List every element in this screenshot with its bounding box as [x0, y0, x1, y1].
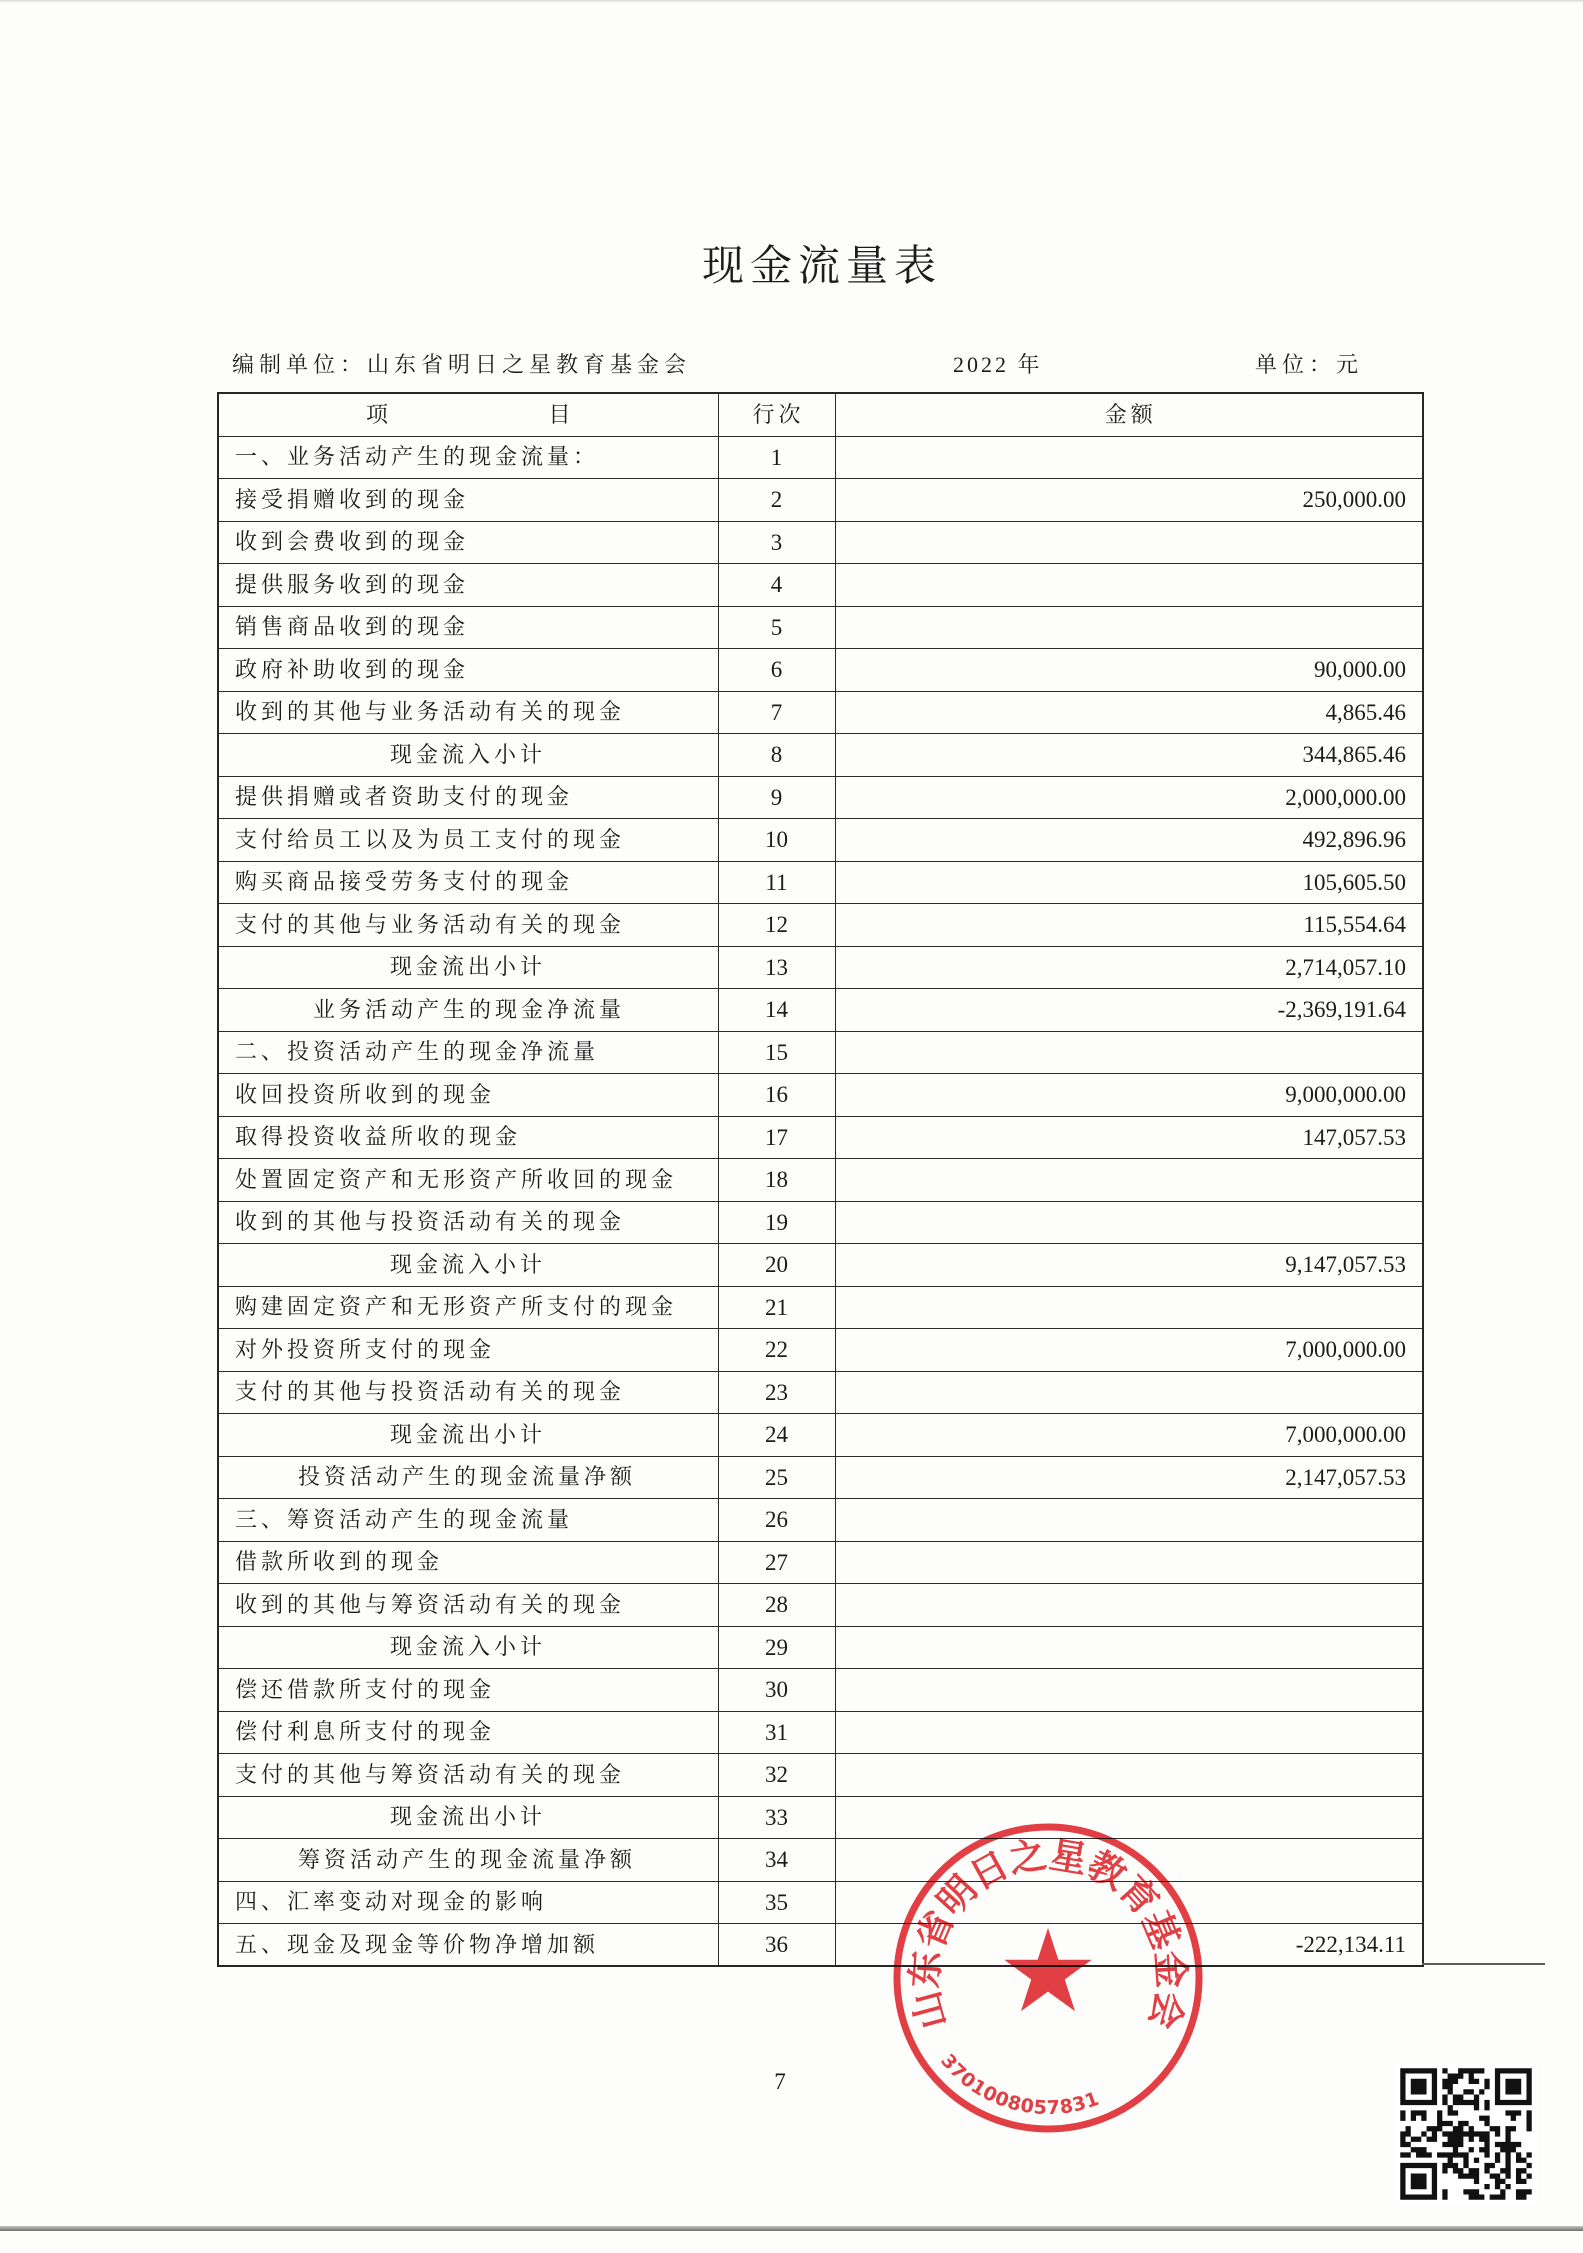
item-cell: 购建固定资产和无形资产所支付的现金: [218, 1286, 718, 1329]
line-number-cell: 5: [718, 606, 835, 649]
item-cell: 现金流入小计: [218, 1626, 718, 1669]
table-row: [218, 1286, 1423, 1329]
table-row: [218, 1924, 1423, 1967]
table-row: [218, 1371, 1423, 1414]
scan-line-artifact: [1422, 1963, 1545, 1965]
table-row: [218, 1584, 1423, 1627]
line-number-cell: 6: [718, 649, 835, 692]
item-cell: 取得投资收益所收的现金: [218, 1116, 718, 1159]
scan-edge-top: [0, 0, 1583, 3]
item-cell: 购买商品接受劳务支付的现金: [218, 861, 718, 904]
item-cell: 偿付利息所支付的现金: [218, 1711, 718, 1754]
line-number-cell: 20: [718, 1244, 835, 1287]
page-number: 7: [774, 2069, 786, 2094]
amount-cell: [835, 1201, 1423, 1244]
line-number-cell: 34: [718, 1839, 835, 1882]
item-cell: 销售商品收到的现金: [218, 606, 718, 649]
table-row: [218, 1711, 1423, 1754]
line-number-cell: 1: [718, 436, 835, 479]
item-cell: 支付的其他与投资活动有关的现金: [218, 1371, 718, 1414]
amount-cell: 492,896.96: [835, 819, 1423, 862]
line-number-cell: 18: [718, 1159, 835, 1202]
amount-cell: [835, 436, 1423, 479]
line-number-cell: 30: [718, 1669, 835, 1712]
item-cell: 提供服务收到的现金: [218, 564, 718, 607]
item-cell: 处置固定资产和无形资产所收回的现金: [218, 1159, 718, 1202]
line-number-cell: 13: [718, 946, 835, 989]
item-cell: 现金流入小计: [218, 734, 718, 777]
line-number-cell: 29: [718, 1626, 835, 1669]
item-cell: 收到的其他与筹资活动有关的现金: [218, 1584, 718, 1627]
amount-cell: 9,147,057.53: [835, 1244, 1423, 1287]
item-cell: 业务活动产生的现金净流量: [218, 989, 718, 1032]
item-cell: 提供捐赠或者资助支付的现金: [218, 776, 718, 819]
table-row: [218, 1414, 1423, 1457]
table-row: [218, 1796, 1423, 1839]
amount-cell: [835, 1584, 1423, 1627]
column-header-item: 项 目: [218, 393, 718, 436]
item-cell: 筹资活动产生的现金流量净额: [218, 1839, 718, 1882]
item-cell: 一、业务活动产生的现金流量：: [218, 436, 718, 479]
item-cell: 收到的其他与投资活动有关的现金: [218, 1201, 718, 1244]
line-number-cell: 21: [718, 1286, 835, 1329]
amount-cell: 344,865.46: [835, 734, 1423, 777]
line-number-cell: 4: [718, 564, 835, 607]
item-cell: 偿还借款所支付的现金: [218, 1669, 718, 1712]
amount-cell: 147,057.53: [835, 1116, 1423, 1159]
item-cell: 支付的其他与业务活动有关的现金: [218, 904, 718, 947]
line-number-cell: 35: [718, 1881, 835, 1924]
table-row: [218, 1244, 1423, 1287]
line-number-cell: 16: [718, 1074, 835, 1117]
seal-code-text: 3701008057831: [936, 2049, 1102, 2120]
amount-cell: [835, 1031, 1423, 1074]
line-number-cell: 28: [718, 1584, 835, 1627]
item-cell: 对外投资所支付的现金: [218, 1329, 718, 1372]
line-number-cell: 15: [718, 1031, 835, 1074]
amount-cell: 9,000,000.00: [835, 1074, 1423, 1117]
line-number-cell: 25: [718, 1456, 835, 1499]
table-row: [218, 436, 1423, 479]
line-number-cell: 36: [718, 1924, 835, 1967]
line-number-cell: 7: [718, 691, 835, 734]
table-row: [218, 1626, 1423, 1669]
table-row: [218, 904, 1423, 947]
line-number-cell: 2: [718, 479, 835, 522]
line-number-cell: 10: [718, 819, 835, 862]
amount-cell: 7,000,000.00: [835, 1414, 1423, 1457]
table-row: [218, 691, 1423, 734]
table-row: [218, 819, 1423, 862]
seal-name-text: 山东省明日之星教育基金会: [903, 1832, 1193, 2034]
amount-cell: [835, 1669, 1423, 1712]
amount-cell: [835, 1541, 1423, 1584]
table-row: [218, 1159, 1423, 1202]
table-row: [218, 1074, 1423, 1117]
item-cell: 现金流出小计: [218, 1414, 718, 1457]
item-cell: 四、汇率变动对现金的影响: [218, 1881, 718, 1924]
amount-cell: [835, 606, 1423, 649]
currency-unit: 单位：元: [1255, 352, 1364, 377]
item-cell: 二、投资活动产生的现金净流量: [218, 1031, 718, 1074]
item-cell: 收到的其他与业务活动有关的现金: [218, 691, 718, 734]
scan-edge-bottom: [0, 2226, 1583, 2231]
item-cell: 三、筹资活动产生的现金流量: [218, 1499, 718, 1542]
item-cell: 收到会费收到的现金: [218, 521, 718, 564]
line-number-cell: 11: [718, 861, 835, 904]
item-cell: 政府补助收到的现金: [218, 649, 718, 692]
verification-qr-code: [1395, 2063, 1537, 2205]
report-year: 2022 年: [953, 352, 1043, 377]
table-row: [218, 606, 1423, 649]
amount-cell: 250,000.00: [835, 479, 1423, 522]
table-row: [218, 1031, 1423, 1074]
table-row: [218, 734, 1423, 777]
line-number-cell: 9: [718, 776, 835, 819]
amount-cell: 90,000.00: [835, 649, 1423, 692]
table-row: [218, 1201, 1423, 1244]
table-row: [218, 1669, 1423, 1712]
table-body: [218, 436, 1423, 1966]
item-cell: 支付的其他与筹资活动有关的现金: [218, 1754, 718, 1797]
line-number-cell: 32: [718, 1754, 835, 1797]
table-row: [218, 1456, 1423, 1499]
table-row: [218, 1116, 1423, 1159]
amount-cell: [835, 1159, 1423, 1202]
amount-cell: [835, 1839, 1423, 1882]
line-number-cell: 12: [718, 904, 835, 947]
amount-cell: [835, 1711, 1423, 1754]
amount-cell: [835, 1371, 1423, 1414]
amount-cell: 105,605.50: [835, 861, 1423, 904]
table-row: [218, 1881, 1423, 1924]
amount-cell: -2,369,191.64: [835, 989, 1423, 1032]
table-header-row: [218, 393, 1423, 436]
line-number-cell: 26: [718, 1499, 835, 1542]
line-number-cell: 24: [718, 1414, 835, 1457]
amount-cell: [835, 1499, 1423, 1542]
column-header-amount: 金额: [835, 393, 1423, 436]
cash-flow-table: [217, 392, 1424, 1967]
item-cell: 支付给员工以及为员工支付的现金: [218, 819, 718, 862]
amount-cell: [835, 1286, 1423, 1329]
line-number-cell: 23: [718, 1371, 835, 1414]
amount-cell: 7,000,000.00: [835, 1329, 1423, 1372]
table-row: [218, 521, 1423, 564]
line-number-cell: 17: [718, 1116, 835, 1159]
table-row: [218, 946, 1423, 989]
table-row: [218, 1839, 1423, 1882]
item-cell: 接受捐赠收到的现金: [218, 479, 718, 522]
amount-cell: 2,147,057.53: [835, 1456, 1423, 1499]
table-row: [218, 1541, 1423, 1584]
line-number-cell: 14: [718, 989, 835, 1032]
table-row: [218, 989, 1423, 1032]
item-cell: 五、现金及现金等价物净增加额: [218, 1924, 718, 1967]
item-cell: 借款所收到的现金: [218, 1541, 718, 1584]
line-number-cell: 31: [718, 1711, 835, 1754]
column-header-line: 行次: [718, 393, 835, 436]
amount-cell: [835, 1881, 1423, 1924]
item-cell: 现金流出小计: [218, 946, 718, 989]
line-number-cell: 27: [718, 1541, 835, 1584]
amount-cell: [835, 521, 1423, 564]
line-number-cell: 3: [718, 521, 835, 564]
table-row: [218, 1754, 1423, 1797]
amount-cell: -222,134.11: [835, 1924, 1423, 1967]
seal-code: [936, 2050, 1102, 2119]
line-number-cell: 22: [718, 1329, 835, 1372]
table-row: [218, 861, 1423, 904]
table-row: [218, 564, 1423, 607]
amount-cell: 4,865.46: [835, 691, 1423, 734]
item-cell: 现金流入小计: [218, 1244, 718, 1287]
amount-cell: 2,714,057.10: [835, 946, 1423, 989]
item-cell: 收回投资所收到的现金: [218, 1074, 718, 1117]
amount-cell: [835, 1796, 1423, 1839]
amount-cell: [835, 1754, 1423, 1797]
table-row: [218, 776, 1423, 819]
page-title: 现金流量表: [701, 244, 942, 290]
table-row: [218, 1329, 1423, 1372]
amount-cell: [835, 1626, 1423, 1669]
amount-cell: 2,000,000.00: [835, 776, 1423, 819]
amount-cell: 115,554.64: [835, 904, 1423, 947]
item-cell: 投资活动产生的现金流量净额: [218, 1456, 718, 1499]
table-row: [218, 1499, 1423, 1542]
item-cell: 现金流出小计: [218, 1796, 718, 1839]
amount-cell: [835, 564, 1423, 607]
line-number-cell: 33: [718, 1796, 835, 1839]
line-number-cell: 19: [718, 1201, 835, 1244]
table-row: [218, 649, 1423, 692]
reporting-unit: 编制单位：山东省明日之星教育基金会: [232, 352, 692, 377]
table-row: [218, 479, 1423, 522]
line-number-cell: 8: [718, 734, 835, 777]
